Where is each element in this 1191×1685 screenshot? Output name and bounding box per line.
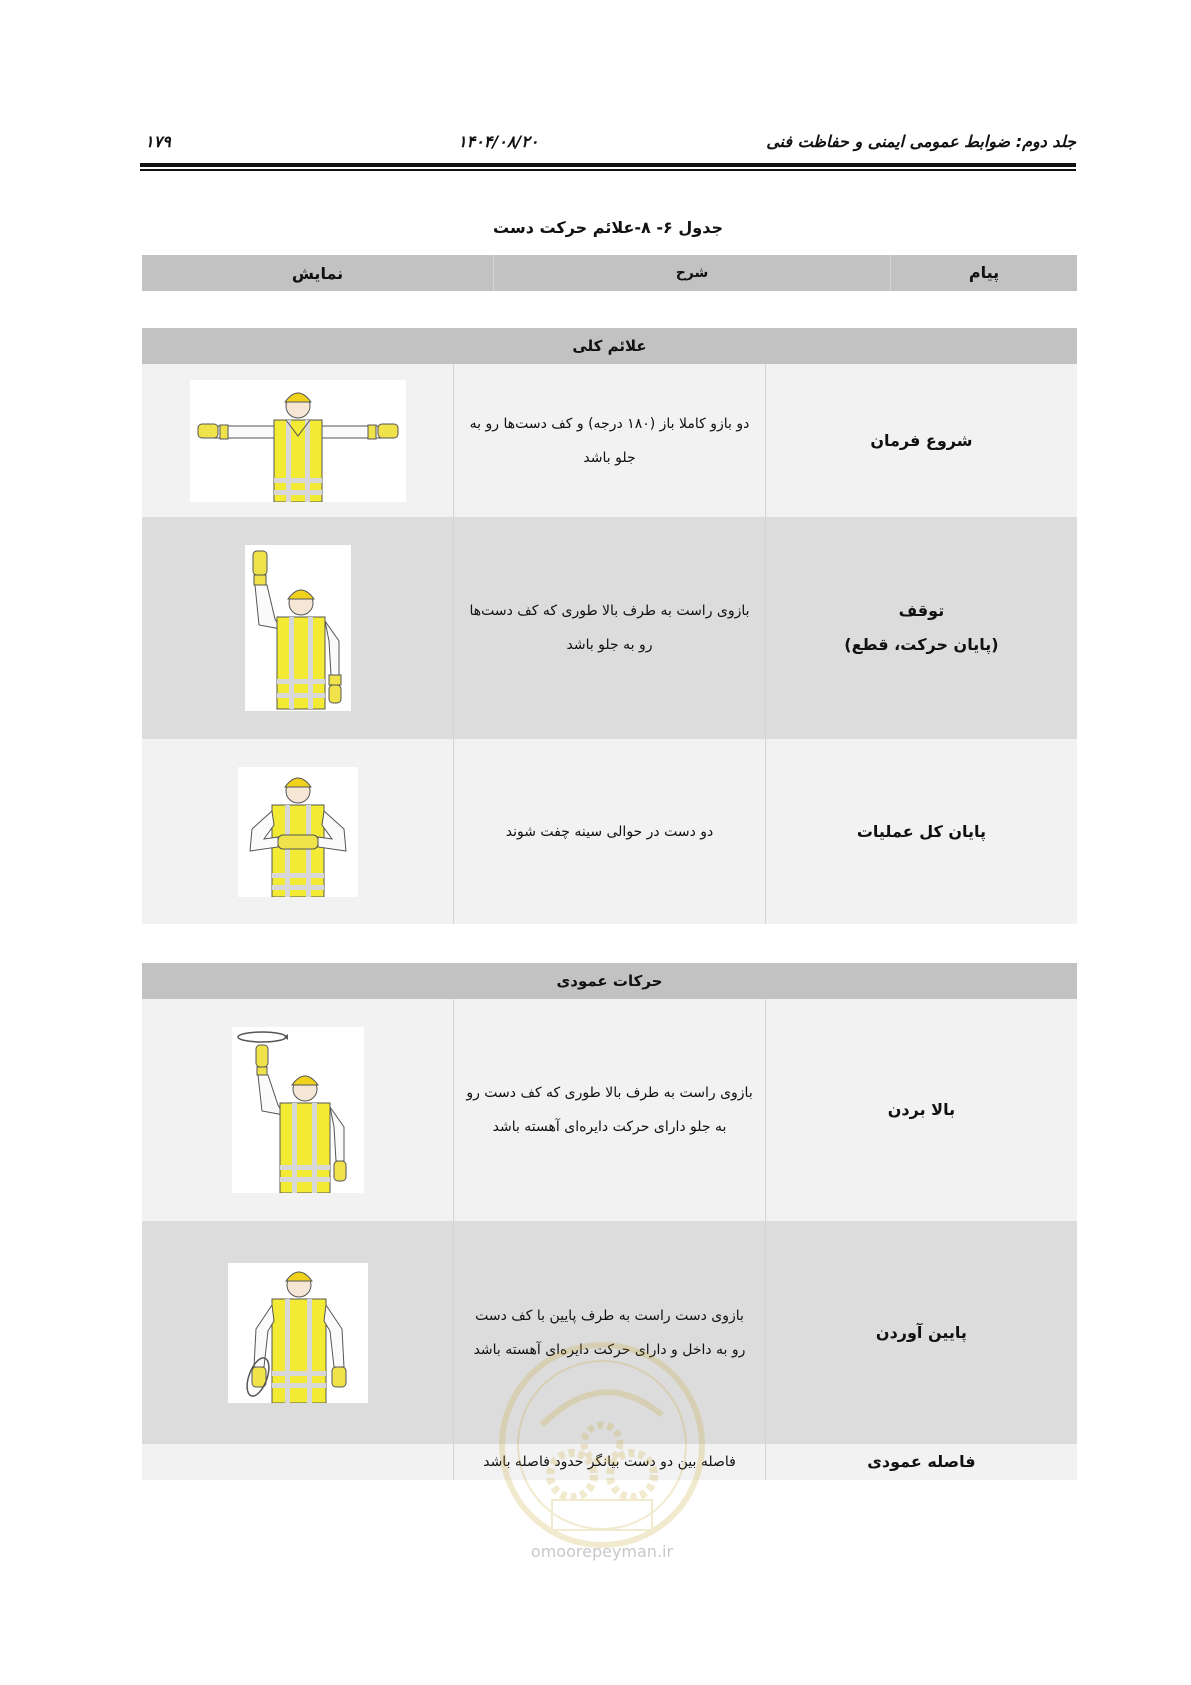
header-date: ۱۴۰۴/۰۸/۲۰ — [458, 132, 539, 151]
signal-description: دو دست در حوالی سینه چفت شوند — [454, 739, 766, 924]
table-row — [142, 517, 1077, 739]
watermark-text: omoorepeyman.ir — [530, 1542, 674, 1561]
signal-message: بالا بردن — [765, 999, 1077, 1221]
table-row — [142, 739, 1077, 924]
arms-spread-icon — [190, 380, 406, 502]
table-caption: جدول ۶- ۸-علائم حرکت دست — [493, 218, 723, 237]
running-title: جلد دوم: ضوابط عمومی ایمنی و حفاظت فنی — [766, 132, 1076, 151]
signal-message: پایان کل عملیات — [765, 739, 1077, 924]
omoorepeyman-seal — [482, 1325, 722, 1565]
section-title: علائم کلی — [142, 328, 1077, 364]
signal-description: بازوی راست به طرف بالا طوری که کف دست رو به جلو دارای حرکت دایره‌ای آهسته باشد — [454, 999, 766, 1221]
signal-description: بازوی دست راست به طرف پایین با کف دست رو به داخل و دارای حرکت دایره‌ای آهسته باشد — [454, 1221, 766, 1444]
header-rule — [140, 163, 1076, 167]
signal-message-sub: (پایان حرکت، قطع) — [844, 635, 999, 654]
header-rule-thin — [140, 169, 1076, 171]
clasped-hands-icon — [238, 767, 358, 897]
signal-message: پایین آوردن — [765, 1221, 1077, 1444]
signal-message — [765, 517, 1077, 739]
section-title: حرکات عمودی — [142, 963, 1077, 999]
raised-hand-icon — [245, 545, 351, 711]
lower-circle-icon — [228, 1263, 368, 1403]
col-message: پیام — [891, 255, 1078, 291]
signals-section-general — [142, 328, 1077, 924]
signal-description: فاصله بین دو دست بیانگر حدود فاصله باشد — [454, 1444, 766, 1480]
col-display: نمایش — [291, 263, 344, 283]
table-row — [142, 999, 1077, 1221]
table-row — [142, 364, 1077, 517]
signal-message-main: توقف — [898, 601, 945, 620]
signals-table-header — [142, 255, 1077, 291]
signal-message: فاصله عمودی — [765, 1444, 1077, 1480]
signal-description: بازوی راست به طرف بالا طوری که کف دست‌ها رو به جلو باشد — [454, 517, 766, 739]
col-description: شرح — [494, 255, 891, 291]
raise-circle-icon — [232, 1027, 364, 1193]
signal-message: شروع فرمان — [765, 364, 1077, 517]
signal-description: دو بازو کاملا باز (۱۸۰ درجه) و کف دست‌ها رو به جلو باشد — [454, 364, 766, 517]
page-number: ۱۷۹ — [145, 132, 171, 151]
